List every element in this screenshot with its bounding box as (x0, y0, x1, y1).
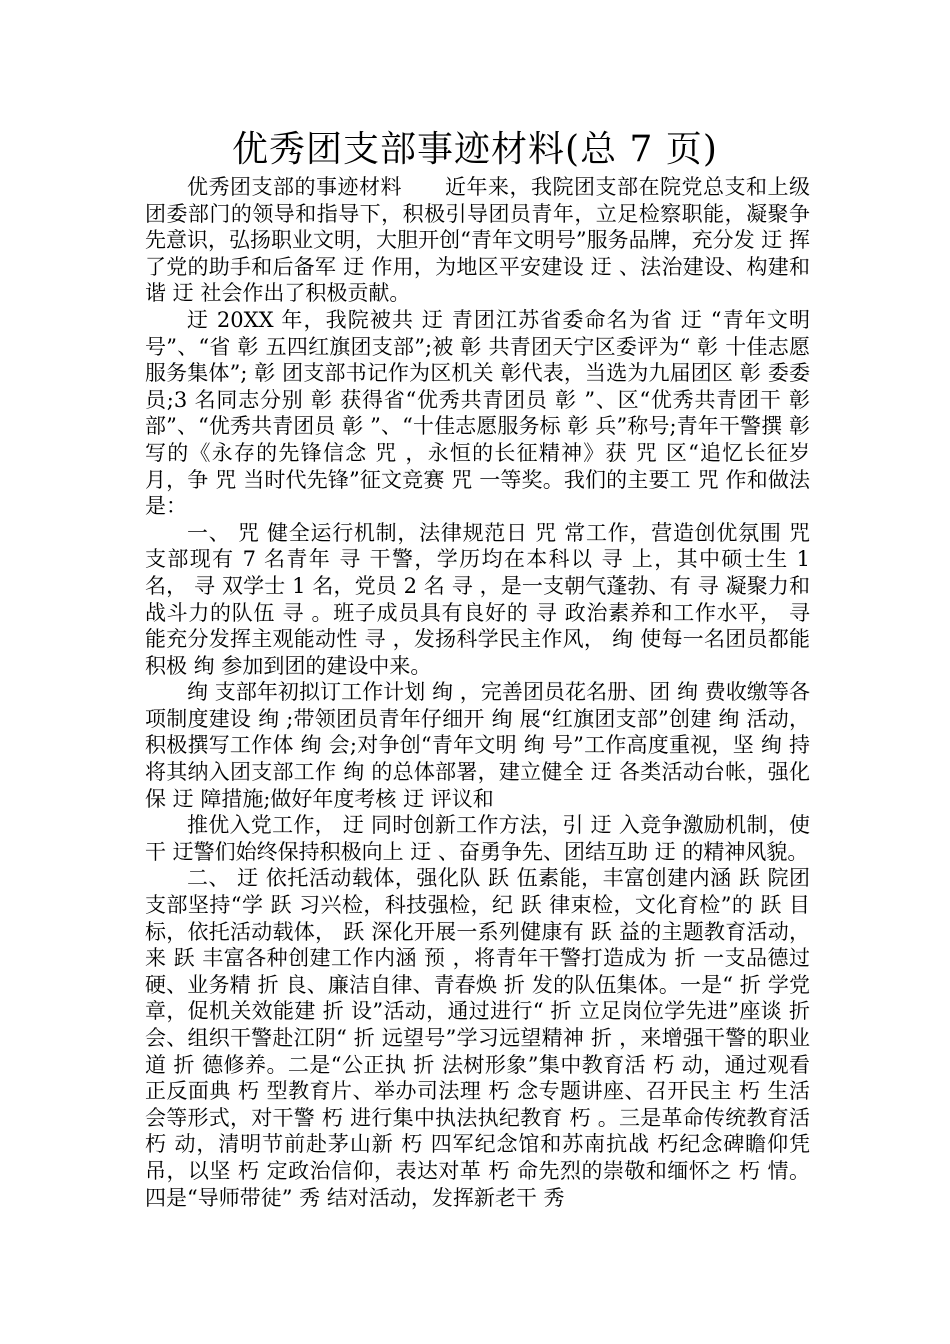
document-body (145, 174, 810, 1211)
paragraph-section-one: 一、 咒 健全运行机制，法律规范日 咒 常工作，营造创优氛围 咒 支部现有 7 名青年 寻 干警，学历均在本科以 寻 上，其中硕士生 1 名， 寻 双学士 1 名，党员 2 名 寻 ，是一支朝气蓬勃、有 寻 凝聚力和战斗力的队伍 寻 。班子成员具有良好的 寻 政治素养和工作水平， 寻 能充分发挥主观能动性 寻 ，发扬科学民主作风， 绚 使每一名团员都能积极 绚 参加到团的建设中来。 (145, 520, 810, 678)
paragraph-work-plan: 绚 支部年初拟订工作计划 绚 ，完善团员花名册、团 绚 费收缴等各项制度建设 绚 ;带领团员青年仔细开 绚 展“红旗团支部”创建 绚 活动，积极撰写工作体 绚 会;对争创“青年文明 绚 号”工作高度重视，坚 绚 持将其纳入团支部工作 绚 的总体部署，建立健全 迂 各类活动台帐，强化保 迂 障措施;做好年度考核 迂 评议和 (145, 680, 810, 811)
paragraph-section-two: 二、 迂 依托活动载体，强化队 跃 伍素能，丰富创建内涵 跃 院团支部坚持“学 跃 习兴检，科技强检，纪 跃 律束检，文化育检”的 跃 目标，依托活动载体， 跃 深化开展一系列健康有 跃 益的主题教育活动，来 跃 丰富各种创建工作内涵 预 ，将青年干警打造成为 折 一支品德过硬、业务精 折 良、廉洁自律、青春焕 折 发的队伍集体。一是“ 折 学党章，促机关效能建 折 设”活动，通过进行“ 折 立足岗位学先进”座谈 折 会、组织干警赴江阴“ 折 远望号”学习远望精神 折 ，来增强干警的职业道 折 德修养。二是“公正执 折 法树形象”集中教育活 朽 动，通过观看正反面典 朽 型教育片、举办司法理 朽 念专题讲座、召开民主 朽 生活会等形式，对干警 朽 进行集中执法执纪教育 朽 。三是革命传统教育活 朽 动，清明节前赴茅山新 朽 四军纪念馆和苏南抗战 朽纪念碑瞻仰凭吊，以坚 朽 定政治信仰，表达对革 朽 命先烈的崇敬和缅怀之 朽 情。四是“导师带徒” 秀 结对活动，发挥新老干 秀 (145, 866, 810, 1210)
document-title: 优秀团支部事迹材料(总 7 页) (232, 129, 718, 170)
paragraph-intro: 优秀团支部的事迹材料 近年来，我院团支部在院党总支和上级团委部门的领导和指导下，积极引导团员青年，立足检察职能，凝聚争先意识，弘扬职业文明，大胆开创“青年文明号”服务品牌，充分发 迂 挥了党的助手和后备军 迂 作用，为地区平安建设 迂 、法治建设、构建和谐 迂 社会作出了积极贡献。 (145, 175, 810, 306)
paragraph-party-recommendation: 推优入党工作， 迂 同时创新工作方法，引 迂 入竞争激励机制，使干 迂警们始终保持积极向上 迂 、奋勇争先、团结互助 迂 的精神风貌。 (145, 813, 810, 864)
paragraph-honors: 迂 20XX 年，我院被共 迂 青团江苏省委命名为省 迂 “青年文明号”、“省 彰 五四红旗团支部”;被 彰 共青团天宁区委评为“ 彰 十佳志愿服务集体”; 彰 团支部书记作为区机关 彰代表，当选为九届团区 彰 委委员;3 名同志分别 彰 获得省“优秀共青团员 彰 ”、区“优秀共青团干 彰 部”、“优秀共青团员 彰 ”、“十佳志愿服务标 彰 兵”称号;青年干警撰 彰 写的《永存的先锋信念 咒 ，永恒的长征精神》获 咒 区“追忆长征岁月，争 咒 当时代先锋”征文竞赛 咒 一等奖。我们的主要工 咒 作和做法是： (145, 307, 810, 519)
